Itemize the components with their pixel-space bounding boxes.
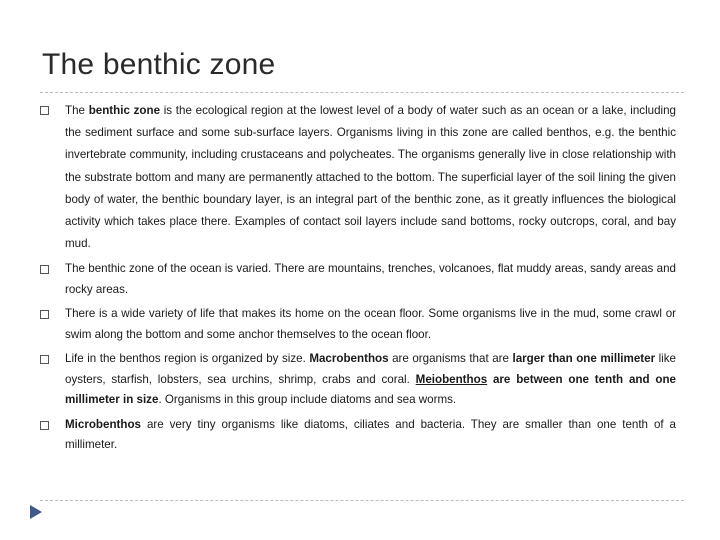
bullet-text-bold: larger than one millimeter [512,352,656,366]
bullet-text-bold: Macrobenthos [309,352,389,366]
bullet-item [40,259,676,300]
bullet-text: The benthic zone of the ocean is varied. There are mountains, trenches, volcanoes, flat muddy areas, sandy areas and rocky areas. [65,262,676,296]
square-bullet-icon [40,106,49,115]
top-divider [40,92,684,93]
bullet-text-bold: Microbenthos [65,417,142,431]
bullet-text-underlined: Meiobenthos [415,372,488,386]
play-triangle-icon[interactable] [30,505,42,519]
bottom-divider [40,500,684,501]
bullet-text: The [65,104,89,117]
bullet-text: There is a wide variety of life that makes its home on the ocean floor. Some organisms live in the mud, some crawl or swim along the bottom and some anchor themselves to the ocean floor. [65,307,676,341]
square-bullet-icon [40,421,49,430]
bullet-item [40,304,676,345]
bullet-text: . Organisms in this group include diatoms and sea worms. [158,393,457,407]
bullet-text: Life in the benthos region is organized by size. [65,352,310,366]
bullet-text-bold: are between one tenth and one millimeter in size [65,372,676,407]
bullet-item [40,415,676,456]
square-bullet-icon [40,265,49,274]
square-bullet-icon [40,310,49,319]
square-bullet-icon [40,355,49,364]
bullet-item [40,100,676,255]
bullet-text: are very tiny organisms like diatoms, ciliates and bacteria. They are smaller than one tenth of a millimeter. [65,417,676,452]
bullet-text: are organisms that are [388,352,513,366]
bullet-list [40,100,676,460]
bullet-text-bold: benthic zone [88,104,161,117]
bullet-text: is the ecological region at the lowest level of a body of water such as an ocean or a lake, including the sediment surface and some sub-surface layers. Organisms living in this zone are called benthos, e.g. the benthic invertebrate community, including crustaceans and polycheates. The organisms generally live in close relationship with the substrate bottom and many are permanently attached to the bottom. The superficial layer of the soil lining the given body of water, the benthic boundary layer, is an integral part of the benthic zone, as it greatly influences the biological activity which takes place there. Examples of contact soil layers include sand bottoms, rocky outcrops, coral, and bay mud. [65,104,677,251]
slide-title: The benthic zone [42,48,276,81]
bullet-item [40,349,676,411]
bullet-text: like oysters, starfish, lobsters, sea urchins, shrimp, crabs and coral. [65,352,677,386]
